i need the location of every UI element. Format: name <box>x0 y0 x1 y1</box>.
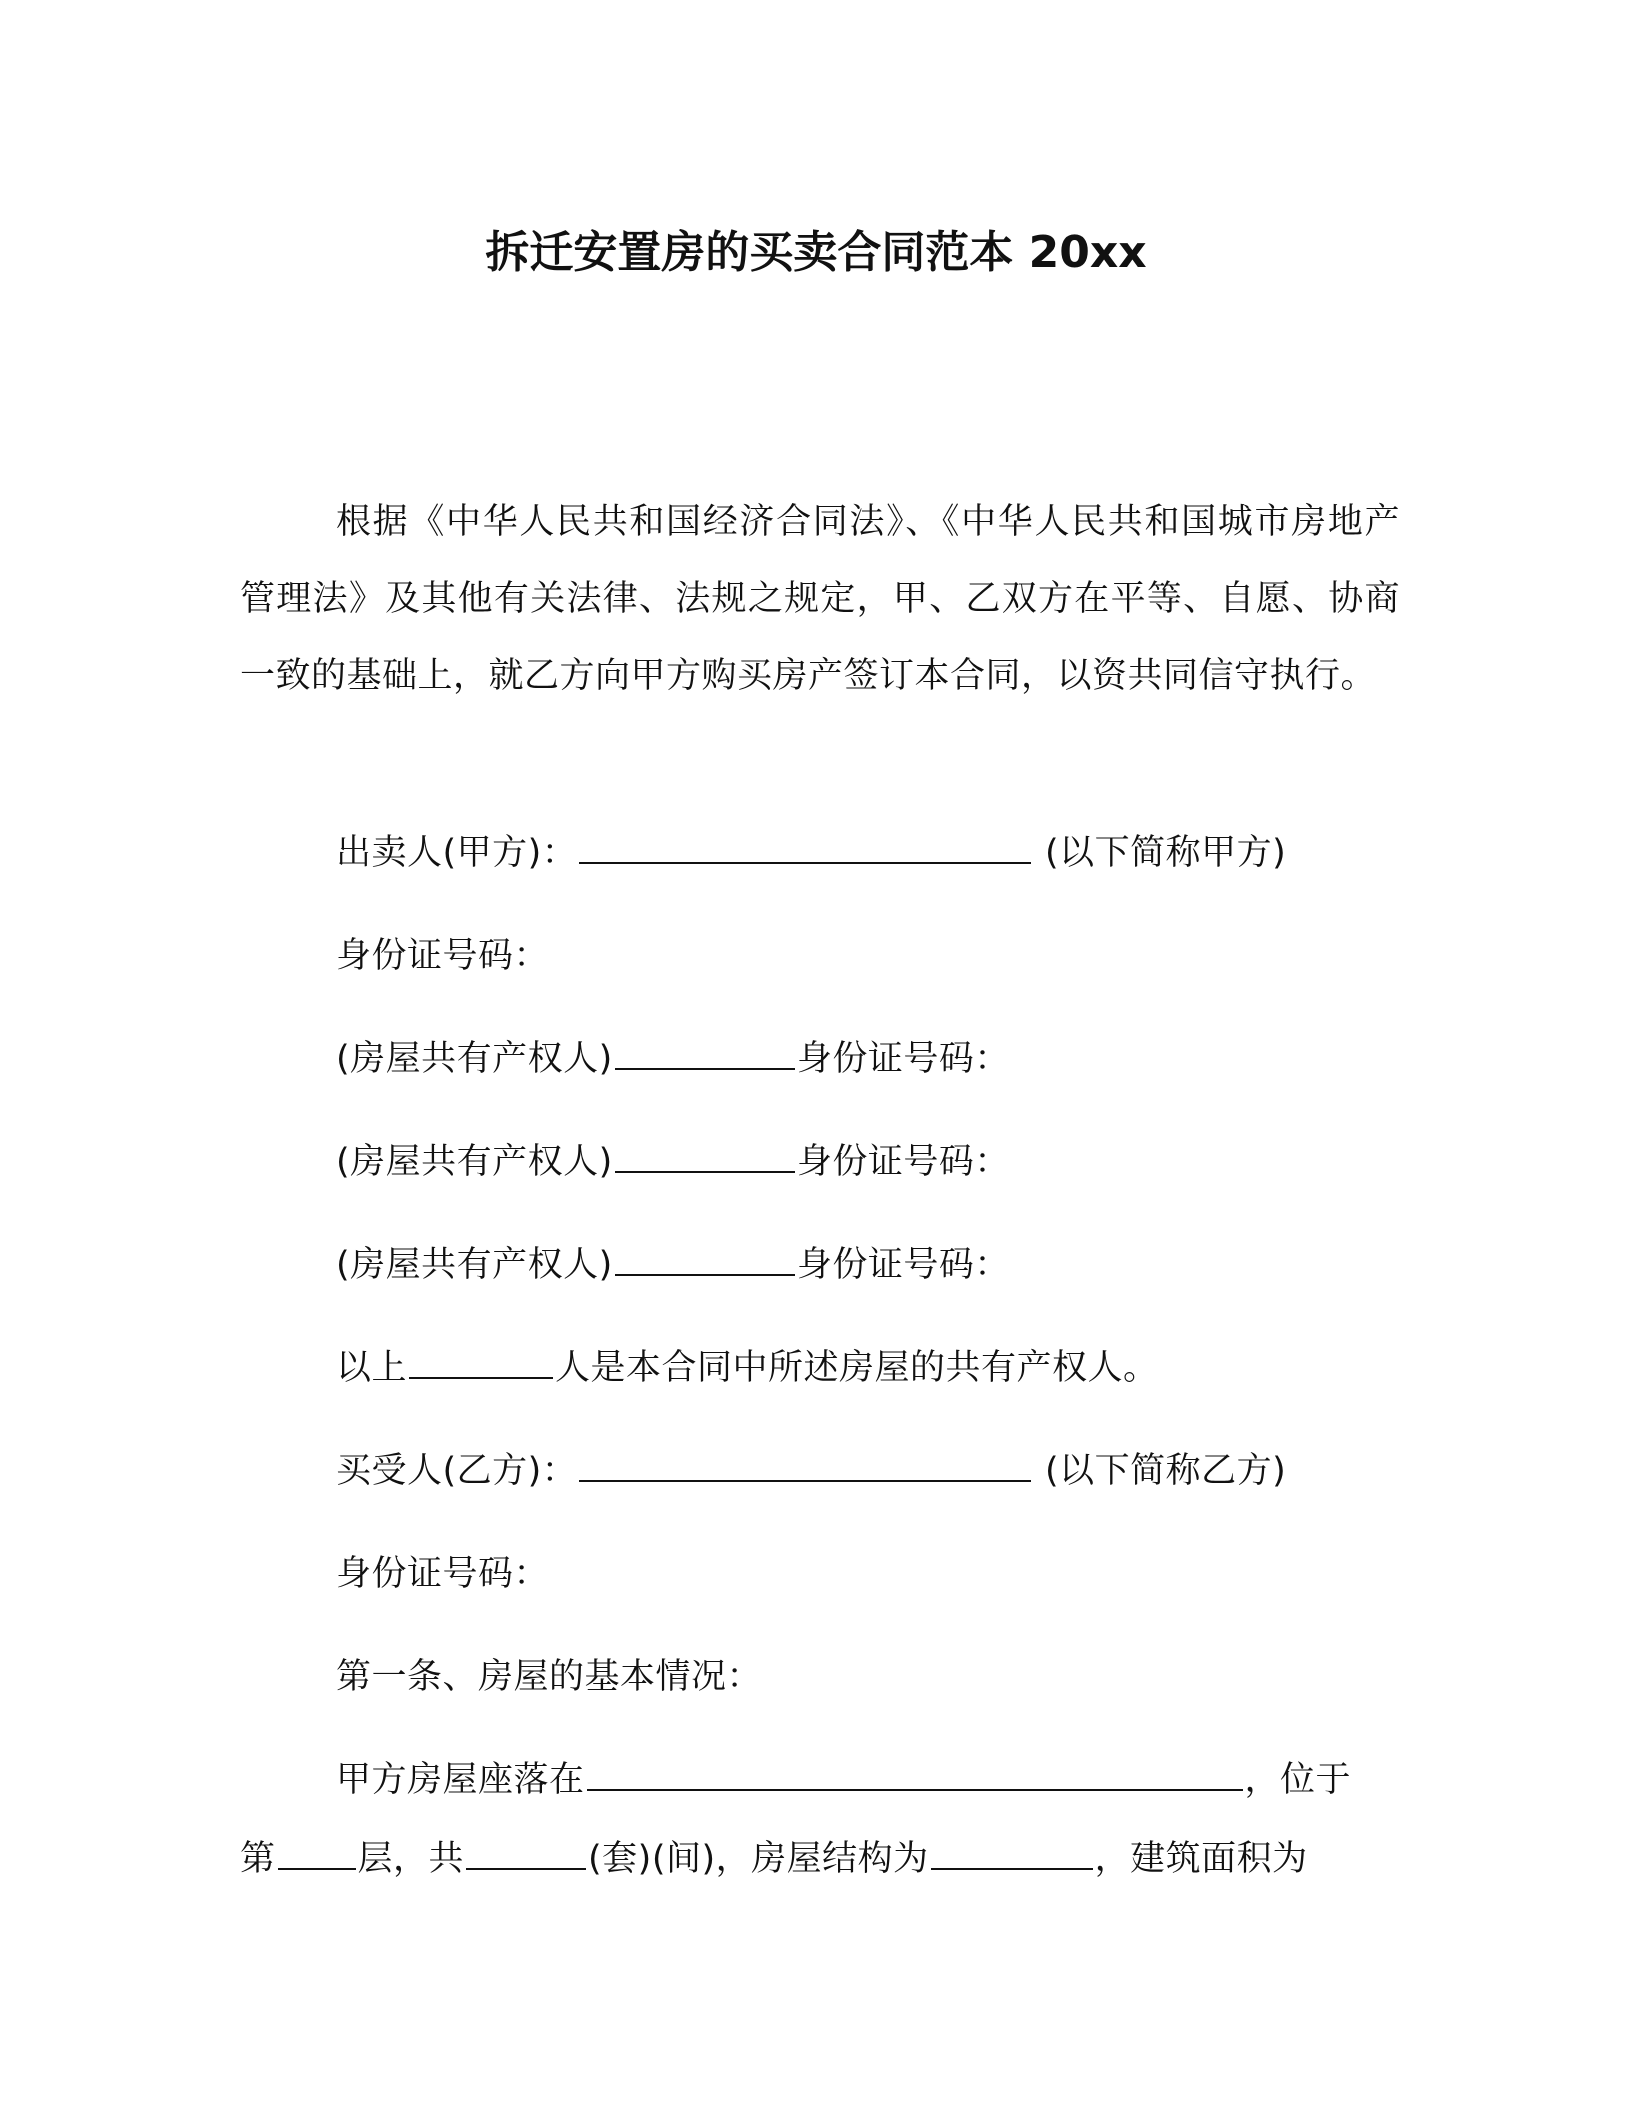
seller-label: 出卖人(甲方)： <box>336 833 578 873</box>
floor-blank[interactable] <box>278 1838 356 1870</box>
co-owner-name-blank[interactable] <box>615 1141 795 1173</box>
article1-location-prefix: 甲方房屋座落在 <box>336 1760 585 1800</box>
buyer-id-label: 身份证号码： <box>336 1554 550 1594</box>
structure-blank[interactable] <box>931 1838 1093 1870</box>
structure-prefix: (套)(间)，房屋结构为 <box>588 1839 929 1879</box>
seller-name-blank[interactable] <box>579 832 1031 864</box>
unit-count-blank[interactable] <box>466 1838 586 1870</box>
co-owner-label: (房屋共有产权人) <box>336 1039 613 1079</box>
article1-location-line <box>336 1742 1351 1819</box>
buyer-line <box>336 1433 1286 1510</box>
co-owner-line-3 <box>336 1227 1010 1304</box>
seller-line <box>336 815 1286 892</box>
buyer-id-line <box>336 1536 549 1613</box>
seller-id-label: 身份证号码： <box>336 936 550 976</box>
document-title: 拆迁安置房的买卖合同范本 20xx <box>485 227 1147 278</box>
article1-detail-line <box>240 1821 1308 1898</box>
co-owner-name-blank[interactable] <box>615 1244 795 1276</box>
intro-paragraph: 根据《中华人民共和国经济合同法》、《中华人民共和国城市房地产管理法》及其他有关法律、法规之规定，甲、乙双方在平等、自愿、协商一致的基础上，就乙方向甲方购买房产签订本合同，以资共同信守执行。 <box>240 502 1400 696</box>
buyer-label: 买受人(乙方)： <box>336 1451 578 1491</box>
buyer-name-blank[interactable] <box>579 1450 1031 1482</box>
co-owner-count-blank[interactable] <box>409 1347 553 1379</box>
seller-id-line <box>336 918 549 995</box>
co-owner-id-label: 身份证号码： <box>796 1039 1010 1079</box>
co-owner-line-2 <box>336 1124 1010 1201</box>
co-owner-id-label: 身份证号码： <box>796 1142 1010 1182</box>
unit-count-prefix: 层，共 <box>357 1839 465 1879</box>
article1-location-suffix: ，位于 <box>1244 1760 1352 1800</box>
seller-suffix: (以下简称甲方) <box>1044 833 1287 873</box>
house-location-blank[interactable] <box>587 1759 1243 1791</box>
co-owner-count-suffix: 人是本合同中所述房屋的共有产权人。 <box>555 1348 1159 1388</box>
co-owner-label: (房屋共有产权人) <box>336 1142 613 1182</box>
co-owner-name-blank[interactable] <box>615 1038 795 1070</box>
article1-heading <box>336 1639 762 1716</box>
co-owner-count-line <box>336 1330 1159 1407</box>
co-owner-line-1 <box>336 1021 1010 1098</box>
article1-heading-text: 第一条、房屋的基本情况： <box>336 1657 763 1697</box>
co-owner-id-label: 身份证号码： <box>796 1245 1010 1285</box>
area-prefix: ，建筑面积为 <box>1094 1839 1308 1879</box>
co-owner-label: (房屋共有产权人) <box>336 1245 613 1285</box>
floor-prefix: 第 <box>240 1839 276 1879</box>
co-owner-count-prefix: 以上 <box>336 1348 408 1388</box>
buyer-suffix: (以下简称乙方) <box>1044 1451 1287 1491</box>
